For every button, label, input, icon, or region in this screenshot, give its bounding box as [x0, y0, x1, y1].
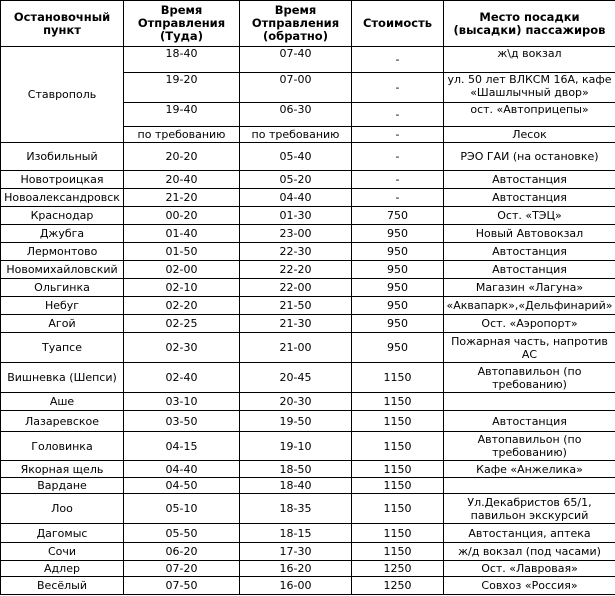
- table-row: [1, 524, 615, 543]
- price-cell: 1150: [352, 524, 444, 543]
- table-row: [1, 411, 615, 432]
- price-cell: 950: [352, 225, 444, 243]
- table-row: [1, 363, 615, 393]
- price-cell: -: [352, 171, 444, 189]
- price-cell: 750: [352, 207, 444, 225]
- departure-to-cell: 05-10: [124, 494, 240, 524]
- place-cell: Автопавильон (по требованию): [444, 363, 615, 393]
- price-cell: 1150: [352, 478, 444, 494]
- place-cell: ж/д вокзал (под часами): [444, 543, 615, 561]
- price-cell: 950: [352, 243, 444, 261]
- place-cell: «Аквапарк»,«Дельфинарий»: [444, 297, 615, 315]
- stop-cell: Агой: [1, 315, 124, 333]
- departure-to-cell: по требованию: [124, 127, 240, 143]
- departure-to-cell: 02-40: [124, 363, 240, 393]
- header-boarding-place: Место посадки (высадки) пассажиров: [444, 1, 615, 47]
- departure-back-cell: 18-40: [240, 478, 352, 494]
- departure-back-cell: 18-35: [240, 494, 352, 524]
- place-cell: ж\д вокзал: [444, 47, 615, 73]
- table-row: [1, 171, 615, 189]
- price-cell: 1150: [352, 432, 444, 461]
- place-cell: [444, 478, 615, 494]
- header-stop: Остановочный пункт: [1, 1, 124, 47]
- departure-back-cell: 21-30: [240, 315, 352, 333]
- stop-cell: Новомихайловский: [1, 261, 124, 279]
- departure-to-cell: 18-40: [124, 47, 240, 73]
- price-cell: 950: [352, 315, 444, 333]
- table-row: [1, 494, 615, 524]
- departure-to-cell: 01-50: [124, 243, 240, 261]
- departure-back-cell: 07-00: [240, 73, 352, 103]
- place-cell: Ост. «Лавровая»: [444, 561, 615, 577]
- departure-back-cell: 06-30: [240, 103, 352, 127]
- stop-cell: Лазаревское: [1, 411, 124, 432]
- departure-back-cell: 05-20: [240, 171, 352, 189]
- departure-to-cell: 07-20: [124, 561, 240, 577]
- place-cell: Магазин «Лагуна»: [444, 279, 615, 297]
- price-cell: 1250: [352, 577, 444, 595]
- stop-cell: Лоо: [1, 494, 124, 524]
- table-row: [1, 47, 615, 73]
- table-row: [1, 577, 615, 595]
- header-departure-back: Время Отправления (обратно): [240, 1, 352, 47]
- price-cell: 1150: [352, 461, 444, 478]
- price-cell: -: [352, 47, 444, 73]
- departure-to-cell: 05-50: [124, 524, 240, 543]
- price-cell: 950: [352, 261, 444, 279]
- price-cell: -: [352, 189, 444, 207]
- place-cell: Автостанция: [444, 243, 615, 261]
- departure-to-cell: 04-15: [124, 432, 240, 461]
- price-cell: -: [352, 73, 444, 103]
- price-cell: 950: [352, 279, 444, 297]
- departure-to-cell: 02-25: [124, 315, 240, 333]
- price-cell: 1150: [352, 543, 444, 561]
- departure-back-cell: 23-00: [240, 225, 352, 243]
- stop-cell: Туапсе: [1, 333, 124, 363]
- departure-to-cell: 03-10: [124, 393, 240, 411]
- departure-to-cell: 01-40: [124, 225, 240, 243]
- place-cell: [444, 393, 615, 411]
- place-cell: Лесок: [444, 127, 615, 143]
- place-cell: Пожарная часть, напротив АС: [444, 333, 615, 363]
- departure-back-cell: 04-40: [240, 189, 352, 207]
- departure-to-cell: 06-20: [124, 543, 240, 561]
- departure-back-cell: 21-50: [240, 297, 352, 315]
- table-row: [1, 461, 615, 478]
- stop-cell: Головинка: [1, 432, 124, 461]
- departure-back-cell: 22-30: [240, 243, 352, 261]
- departure-back-cell: 19-50: [240, 411, 352, 432]
- stop-cell: Новотроицкая: [1, 171, 124, 189]
- place-cell: Кафе «Анжелика»: [444, 461, 615, 478]
- departure-back-cell: 05-40: [240, 143, 352, 171]
- departure-back-cell: 19-10: [240, 432, 352, 461]
- price-cell: -: [352, 127, 444, 143]
- place-cell: Автостанция, аптека: [444, 524, 615, 543]
- stop-cell: Ольгинка: [1, 279, 124, 297]
- place-cell: Совхоз «Россия»: [444, 577, 615, 595]
- departure-back-cell: 16-00: [240, 577, 352, 595]
- place-cell: Автостанция: [444, 171, 615, 189]
- place-cell: Ост. «Аэропорт»: [444, 315, 615, 333]
- place-cell: Автостанция: [444, 411, 615, 432]
- stop-cell: Краснодар: [1, 207, 124, 225]
- table-row: [1, 432, 615, 461]
- departure-to-cell: 02-20: [124, 297, 240, 315]
- table-row: [1, 143, 615, 171]
- departure-to-cell: 02-30: [124, 333, 240, 363]
- departure-to-cell: 20-40: [124, 171, 240, 189]
- stop-cell: Весёлый: [1, 577, 124, 595]
- price-cell: 1250: [352, 561, 444, 577]
- departure-back-cell: 20-45: [240, 363, 352, 393]
- departure-to-cell: 03-50: [124, 411, 240, 432]
- table-row: [1, 333, 615, 363]
- place-cell: Ост. «ТЭЦ»: [444, 207, 615, 225]
- departure-back-cell: 17-30: [240, 543, 352, 561]
- departure-to-cell: 21-20: [124, 189, 240, 207]
- stop-cell: Якорная щель: [1, 461, 124, 478]
- table-row: [1, 225, 615, 243]
- price-cell: -: [352, 103, 444, 127]
- table-row: [1, 279, 615, 297]
- stop-cell: Вишневка (Шепси): [1, 363, 124, 393]
- header-departure-to: Время Отправления (Туда): [124, 1, 240, 47]
- table-row: [1, 315, 615, 333]
- price-cell: -: [352, 143, 444, 171]
- departure-back-cell: по требованию: [240, 127, 352, 143]
- table-row: [1, 297, 615, 315]
- departure-to-cell: 19-40: [124, 103, 240, 127]
- price-cell: 1150: [352, 494, 444, 524]
- stop-cell: Небуг: [1, 297, 124, 315]
- departure-to-cell: 19-20: [124, 73, 240, 103]
- departure-to-cell: 04-40: [124, 461, 240, 478]
- departure-back-cell: 01-30: [240, 207, 352, 225]
- departure-to-cell: 20-20: [124, 143, 240, 171]
- stop-cell: Адлер: [1, 561, 124, 577]
- departure-back-cell: 22-00: [240, 279, 352, 297]
- stop-cell: Аше: [1, 393, 124, 411]
- place-cell: Новый Автовокзал: [444, 225, 615, 243]
- table-row: [1, 207, 615, 225]
- departure-back-cell: 21-00: [240, 333, 352, 363]
- stop-cell: Лермонтово: [1, 243, 124, 261]
- departure-back-cell: 07-40: [240, 47, 352, 73]
- table-row: [1, 189, 615, 207]
- table-row: [1, 543, 615, 561]
- place-cell: Автостанция: [444, 189, 615, 207]
- stop-cell: Дагомыс: [1, 524, 124, 543]
- table-row: [1, 243, 615, 261]
- price-cell: 1150: [352, 393, 444, 411]
- departure-to-cell: 02-10: [124, 279, 240, 297]
- departure-to-cell: 02-00: [124, 261, 240, 279]
- departure-to-cell: 04-50: [124, 478, 240, 494]
- table-row: [1, 261, 615, 279]
- table-row: [1, 478, 615, 494]
- departure-back-cell: 22-20: [240, 261, 352, 279]
- price-cell: 950: [352, 333, 444, 363]
- departure-back-cell: 18-15: [240, 524, 352, 543]
- stop-cell: Вардане: [1, 478, 124, 494]
- stop-cell: Сочи: [1, 543, 124, 561]
- place-cell: ул. 50 лет ВЛКСМ 16А, кафе «Шашлычный двор»: [444, 73, 615, 103]
- table-row: [1, 393, 615, 411]
- stop-cell-stavropol: Ставрополь: [1, 47, 124, 143]
- place-cell: Автостанция: [444, 261, 615, 279]
- departure-to-cell: 00-20: [124, 207, 240, 225]
- stop-cell: Изобильный: [1, 143, 124, 171]
- header-row: [1, 1, 615, 47]
- place-cell: Ул.Декабристов 65/1, павильон экскурсий: [444, 494, 615, 524]
- departure-back-cell: 16-20: [240, 561, 352, 577]
- departure-back-cell: 20-30: [240, 393, 352, 411]
- header-price: Стоимость: [352, 1, 444, 47]
- stop-cell: Новоалександровск: [1, 189, 124, 207]
- place-cell: Автопавильон (по требованию): [444, 432, 615, 461]
- departure-to-cell: 07-50: [124, 577, 240, 595]
- stop-cell: Джубга: [1, 225, 124, 243]
- place-cell: ост. «Автоприцепы»: [444, 103, 615, 127]
- table-row: [1, 561, 615, 577]
- place-cell: РЭО ГАИ (на остановке): [444, 143, 615, 171]
- departure-back-cell: 18-50: [240, 461, 352, 478]
- price-cell: 1150: [352, 363, 444, 393]
- price-cell: 1150: [352, 411, 444, 432]
- price-cell: 950: [352, 297, 444, 315]
